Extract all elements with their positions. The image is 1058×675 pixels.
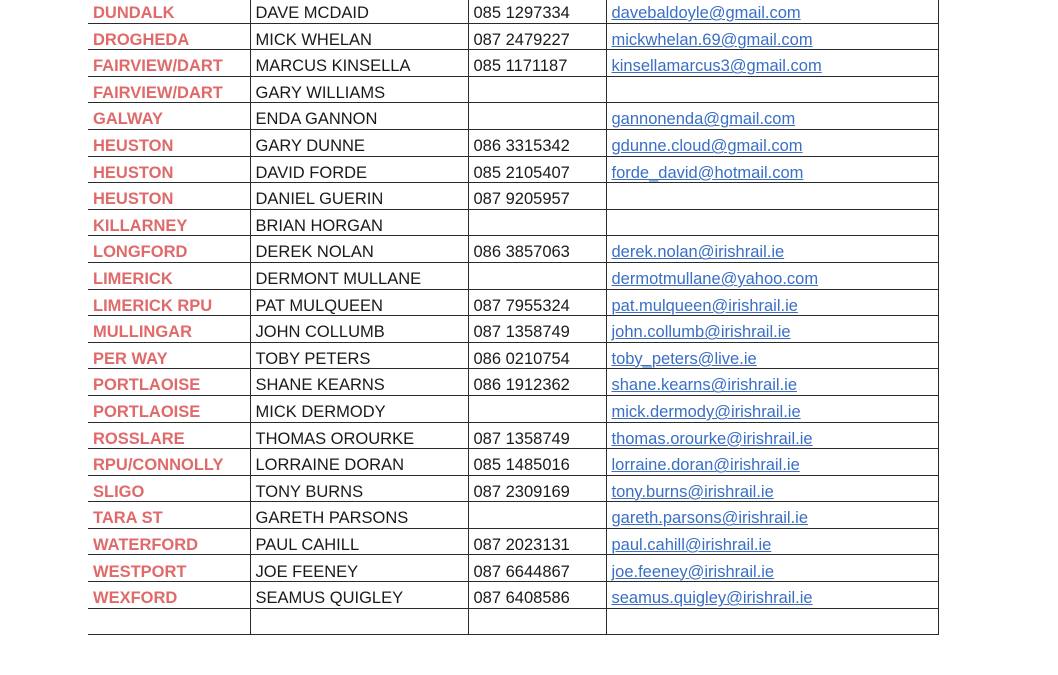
email-cell [606,316,938,343]
email-cell [606,262,938,289]
email-cell [606,50,938,77]
location-cell: SLIGO [88,475,250,502]
email-link[interactable]: dermotmullane@yahoo.com [611,270,819,289]
location-cell: PORTLAOISE [88,369,250,396]
table-row [88,50,938,77]
table-row [88,449,938,476]
name-cell: MICK DERMODY [250,395,468,422]
table-row [88,156,938,183]
location-cell: TARA ST [88,502,250,529]
phone-cell: 085 2105407 [468,156,606,183]
email-link[interactable]: mickwhelan.69@gmail.com [611,30,813,49]
name-cell: SEAMUS QUIGLEY [250,582,468,609]
email-cell [606,289,938,316]
name-cell: TONY BURNS [250,475,468,502]
name-cell: GARETH PARSONS [250,502,468,529]
name-cell: DERMONT MULLANE [250,262,468,289]
location-cell: LIMERICK RPU [88,289,250,316]
phone-cell [468,209,606,236]
table-row [88,76,938,103]
location-cell: LONGFORD [88,236,250,263]
phone-cell: 087 1358749 [468,316,606,343]
table-row [88,475,938,502]
phone-cell: 087 9205957 [468,183,606,210]
table-row [88,528,938,555]
name-cell: DAVE MCDAID [250,0,468,23]
email-cell [606,76,938,103]
location-cell: HEUSTON [88,156,250,183]
email-cell [606,422,938,449]
phone-cell [468,608,606,634]
name-cell [250,608,468,634]
phone-cell [468,395,606,422]
contacts-table [88,0,939,635]
email-cell [606,342,938,369]
email-cell [606,183,938,210]
location-cell: HEUSTON [88,129,250,156]
location-cell: HEUSTON [88,183,250,210]
name-cell: PAT MULQUEEN [250,289,468,316]
table-row [88,209,938,236]
email-link[interactable]: toby_peters@live.ie [611,349,757,368]
name-cell: JOHN COLLUMB [250,316,468,343]
contact-sheet [88,0,938,635]
email-cell [606,528,938,555]
phone-cell: 087 2309169 [468,475,606,502]
email-cell [606,129,938,156]
name-cell: GARY WILLIAMS [250,76,468,103]
location-cell: KILLARNEY [88,209,250,236]
table-row [88,183,938,210]
email-link[interactable]: gannonenda@gmail.com [611,110,796,129]
email-link[interactable]: forde_david@hotmail.com [611,163,804,182]
phone-cell [468,103,606,130]
table-row [88,422,938,449]
table-row [88,262,938,289]
phone-cell: 087 2023131 [468,528,606,555]
email-cell [606,395,938,422]
location-cell: LIMERICK [88,262,250,289]
email-link[interactable]: gareth.parsons@irishrail.ie [611,509,809,528]
email-link[interactable]: derek.nolan@irishrail.ie [611,243,785,262]
name-cell: GARY DUNNE [250,129,468,156]
table-row [88,236,938,263]
email-cell [606,608,938,634]
phone-cell: 087 1358749 [468,422,606,449]
location-cell: GALWAY [88,103,250,130]
name-cell: TOBY PETERS [250,342,468,369]
name-cell: DANIEL GUERIN [250,183,468,210]
table-row [88,342,938,369]
email-link[interactable]: paul.cahill@irishrail.ie [611,535,772,554]
table-row [88,316,938,343]
phone-cell: 085 1485016 [468,449,606,476]
name-cell: PAUL CAHILL [250,528,468,555]
email-link[interactable]: gdunne.cloud@gmail.com [611,137,803,156]
email-cell [606,103,938,130]
location-cell: DUNDALK [88,0,250,23]
name-cell: DEREK NOLAN [250,236,468,263]
email-cell [606,156,938,183]
location-cell: WEXFORD [88,582,250,609]
email-link[interactable]: john.collumb@irishrail.ie [611,323,791,342]
table-row [88,129,938,156]
email-link[interactable]: lorraine.doran@irishrail.ie [611,456,800,475]
name-cell: ENDA GANNON [250,103,468,130]
table-row [88,289,938,316]
table-row [88,103,938,130]
phone-cell [468,76,606,103]
email-link[interactable]: joe.feeney@irishrail.ie [611,562,775,581]
location-cell: WESTPORT [88,555,250,582]
table-row [88,502,938,529]
location-cell: ROSSLARE [88,422,250,449]
name-cell: JOE FEENEY [250,555,468,582]
contacts-table-body [88,0,938,634]
table-row [88,369,938,396]
table-row [88,395,938,422]
phone-cell [468,502,606,529]
name-cell: THOMAS OROURKE [250,422,468,449]
phone-cell: 087 7955324 [468,289,606,316]
email-link[interactable]: thomas.orourke@irishrail.ie [611,429,813,448]
email-link[interactable]: tony.burns@irishrail.ie [611,482,774,501]
phone-cell: 087 6408586 [468,582,606,609]
location-cell: PORTLAOISE [88,395,250,422]
email-link[interactable]: davebaldoyle@gmail.com [611,4,801,23]
table-row [88,0,938,23]
name-cell: DAVID FORDE [250,156,468,183]
email-link[interactable]: seamus.quigley@irishrail.ie [611,589,813,608]
location-cell: PER WAY [88,342,250,369]
table-row [88,23,938,50]
location-cell: FAIRVIEW/DART [88,50,250,77]
email-cell [606,23,938,50]
phone-cell: 086 3315342 [468,129,606,156]
email-cell [606,475,938,502]
email-cell [606,449,938,476]
email-cell [606,582,938,609]
email-cell [606,555,938,582]
name-cell: MARCUS KINSELLA [250,50,468,77]
table-row [88,608,938,634]
email-link[interactable]: pat.mulqueen@irishrail.ie [611,296,798,315]
email-cell [606,0,938,23]
phone-cell: 086 0210754 [468,342,606,369]
location-cell: WATERFORD [88,528,250,555]
location-cell: FAIRVIEW/DART [88,76,250,103]
email-link[interactable]: mick.dermody@irishrail.ie [611,403,801,421]
email-cell [606,369,938,396]
email-cell [606,236,938,263]
location-cell: MULLINGAR [88,316,250,343]
name-cell: SHANE KEARNS [250,369,468,396]
table-row [88,582,938,609]
email-cell [606,209,938,236]
location-cell: DROGHEDA [88,23,250,50]
name-cell: BRIAN HORGAN [250,209,468,236]
phone-cell: 086 3857063 [468,236,606,263]
phone-cell [468,262,606,289]
table-row [88,555,938,582]
location-cell [88,608,250,634]
phone-cell: 087 2479227 [468,23,606,50]
phone-cell: 085 1297334 [468,0,606,23]
phone-cell: 085 1171187 [468,50,606,77]
email-cell [606,502,938,529]
phone-cell: 087 6644867 [468,555,606,582]
name-cell: MICK WHELAN [250,23,468,50]
location-cell: RPU/CONNOLLY [88,449,250,476]
name-cell: LORRAINE DORAN [250,449,468,476]
phone-cell: 086 1912362 [468,369,606,396]
email-link[interactable]: shane.kearns@irishrail.ie [611,376,797,395]
email-link[interactable]: kinsellamarcus3@gmail.com [611,57,822,76]
